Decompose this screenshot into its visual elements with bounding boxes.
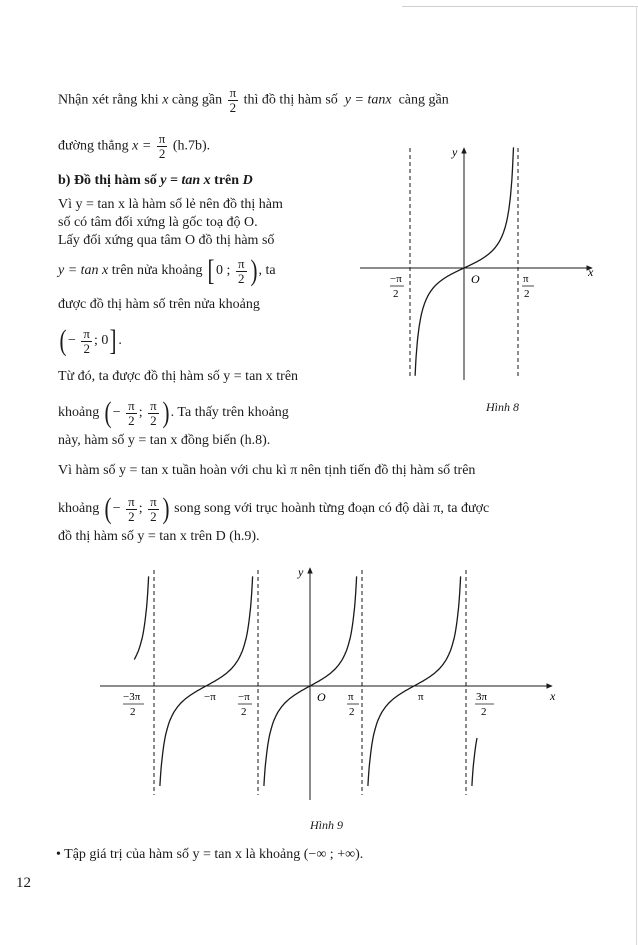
tick-pi-over-2-num: π [348,691,354,703]
tick-den: 2 [349,706,355,718]
bullet-mark: • [56,847,61,862]
fraction-pi-over-2: $\frac{\pi}{2}$ [128,493,135,524]
intro-text: càng gần [398,92,449,108]
tick-neg-pi: −π [204,691,216,703]
tick-pi: π [418,691,424,703]
paragraph-line: khoảng ( − $\frac{\pi}{2}$ ; $\frac{\pi}{2}$ ) . Ta thấy trên khoảng [58,396,289,429]
var-x: x [162,92,169,108]
figure-9-caption: Hình 9 [310,818,343,832]
tick-den: 2 [241,706,247,718]
tick-label-pi-over-2-num: π [523,273,529,285]
paragraph-line: đồ thị hàm số y = tan x trên D (h.9). [58,529,260,544]
fraction-pi-over-2: $\frac{\pi}{2}$ [158,131,166,161]
origin-label: O [471,272,480,286]
figure-9-graph [100,560,570,805]
intro-text: càng gần [171,92,223,108]
tick-3pi-over-2-num: 3π [476,691,488,703]
fraction-pi-over-2: $\frac{\pi}{2}$ [150,397,157,428]
tan-curve-branches [134,576,477,786]
figure-8-caption: Hình 8 [486,400,519,414]
expr-y-tan: y = tan [344,92,386,108]
intro-text: đường thẳng [58,138,129,154]
tick-label-den: 2 [393,288,399,300]
x-axis-label: x [550,689,556,703]
paragraph-line: ( − $\frac{\pi}{2}$ ; 0] . [59,324,122,357]
scan-edge-top [402,6,638,7]
fraction-pi-over-2: $\frac{\pi}{2}$ [229,85,237,115]
var-x: x [385,92,392,108]
x-axis-label: x [588,265,594,279]
tick-neg-pi-over-2-num: −π [238,691,250,703]
tick-label-neg-pi-over-2-num: −π [390,273,402,285]
tick-den: 2 [130,706,136,718]
fraction-pi-over-2: $\frac{\pi}{2}$ [83,325,90,356]
paragraph-line: số có tâm đối xứng là gốc toạ độ O. [58,215,258,230]
paragraph-line: Vì hàm số y = tan x tuần hoàn với chu kì π nên tịnh tiến đồ thị hàm số trên [58,463,476,478]
paragraph-line: được đồ thị hàm số trên nửa khoảng [58,297,260,312]
intro-line-1 [58,86,449,115]
tick-label-den: 2 [524,288,530,300]
y-axis-label: y [298,565,304,579]
fraction-pi-over-2: $\frac{\pi}{2}$ [150,493,157,524]
section-heading: b) Đồ thị hàm số y = tan x trên D [58,173,253,188]
tick-neg-3pi-over-2-num: −3π [123,691,141,703]
bullet-line [56,846,363,864]
y-axis-label: y [452,145,458,159]
intro-line-2 [58,132,210,161]
intro-text: thì đồ thị hàm số [243,92,338,108]
bullet-text: Tập giá trị của hàm số y = tan x là khoảng (−∞ ; +∞). [64,847,364,862]
figure-reference: (h.7b). [172,138,211,154]
expr-x-eq: x = [132,138,152,154]
intro-text: Nhận xét rằng khi [58,92,159,108]
paragraph-line: này, hàm số y = tan x đồng biến (h.8). [58,433,271,448]
fraction-pi-over-2: $\frac{\pi}{2}$ [237,255,245,286]
origin-label: O [317,690,326,704]
scan-edge-right [636,6,637,945]
figure-8-graph [360,140,610,390]
tick-den: 2 [481,706,487,718]
paragraph-line: Lấy đối xứng qua tâm O đồ thị hàm số [58,233,275,248]
paragraph-line: Vì y = tan x là hàm số lẻ nên đồ thị hàm [58,197,283,212]
paragraph-line: y = tan x trên nửa khoảng [ 0 ; $\frac{\pi}{2}$ ) , ta [58,254,276,287]
fraction-pi-over-2: $\frac{\pi}{2}$ [128,397,135,428]
paragraph-line: khoảng ( − $\frac{\pi}{2}$ ; $\frac{\pi}{2}$ ) song song với trục hoành từng đoạn có độ dài π, ta được [58,492,490,525]
page-number: 12 [16,875,31,891]
paragraph-line: Từ đó, ta được đồ thị hàm số y = tan x trên [58,369,299,384]
